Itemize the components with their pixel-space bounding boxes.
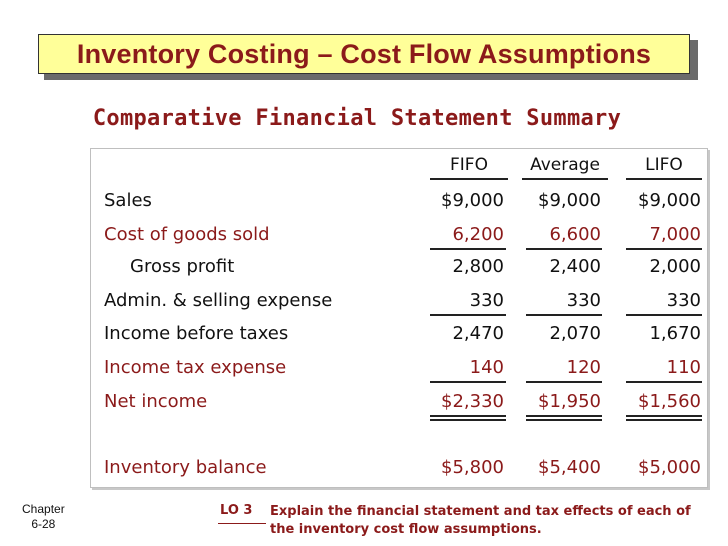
row-label-income-before-taxes: Income before taxes — [104, 323, 289, 344]
cell-admin-average: 330 — [566, 290, 601, 311]
cell-ibt-average: 2,070 — [549, 323, 601, 344]
double-underline-net-fifo-2 — [430, 419, 506, 421]
chapter-number: 6-28 — [31, 517, 56, 531]
column-header-average: Average — [530, 155, 600, 175]
double-underline-net-fifo-1 — [430, 415, 506, 417]
page-title: Inventory Costing – Cost Flow Assumptions — [76, 38, 652, 69]
chapter-word: Chapter — [22, 502, 65, 516]
header-underline-lifo — [626, 178, 702, 180]
row-label-admin-selling: Admin. & selling expense — [104, 290, 333, 311]
cell-tax-average: 120 — [566, 357, 601, 378]
cell-sales-average: $9,000 — [538, 190, 601, 211]
cell-inventory-lifo: $5,000 — [638, 457, 701, 478]
column-header-lifo: LIFO — [645, 155, 683, 175]
table-subtitle — [0, 106, 728, 131]
title-banner — [38, 34, 690, 74]
chapter-label — [22, 502, 65, 532]
row-label-cogs: Cost of goods sold — [104, 224, 270, 245]
subtitle-text: Comparative Financial Statement Summary — [92, 106, 622, 131]
cell-ibt-lifo: 1,670 — [649, 323, 701, 344]
header-underline-fifo — [430, 178, 508, 180]
row-label-sales: Sales — [104, 190, 152, 211]
statement-panel — [90, 148, 708, 488]
cell-cogs-fifo: 6,200 — [452, 224, 504, 245]
cell-ibt-fifo: 2,470 — [452, 323, 504, 344]
underline-cogs-fifo — [430, 248, 506, 250]
cell-inventory-fifo: $5,800 — [441, 457, 504, 478]
cell-gross-profit-lifo: 2,000 — [649, 256, 701, 277]
cell-admin-fifo: 330 — [469, 290, 504, 311]
underline-cogs-average — [526, 248, 602, 250]
underline-admin-lifo — [626, 314, 702, 316]
underline-admin-average — [526, 314, 602, 316]
cell-net-income-fifo: $2,330 — [441, 391, 504, 412]
double-underline-net-lifo-2 — [626, 419, 702, 421]
column-header-fifo: FIFO — [450, 155, 488, 175]
underline-tax-average — [526, 381, 602, 383]
cell-cogs-average: 6,600 — [549, 224, 601, 245]
row-label-inventory-balance: Inventory balance — [104, 457, 267, 478]
header-underline-average — [522, 178, 608, 180]
row-label-net-income: Net income — [104, 391, 208, 412]
cell-tax-fifo: 140 — [469, 357, 504, 378]
cell-sales-lifo: $9,000 — [638, 190, 701, 211]
cell-gross-profit-fifo: 2,800 — [452, 256, 504, 277]
cell-net-income-average: $1,950 — [538, 391, 601, 412]
cell-cogs-lifo: 7,000 — [649, 224, 701, 245]
underline-cogs-lifo — [626, 248, 702, 250]
cell-admin-lifo: 330 — [666, 290, 701, 311]
underline-tax-lifo — [626, 381, 702, 383]
cell-gross-profit-average: 2,400 — [549, 256, 601, 277]
learning-objective-tag: LO 3 — [220, 503, 253, 518]
learning-objective-text: Explain the financial statement and tax effects of each of the inventory cost flow assumptions. — [270, 504, 691, 537]
cell-inventory-average: $5,400 — [538, 457, 601, 478]
underline-tax-fifo — [430, 381, 506, 383]
double-underline-net-average-2 — [526, 419, 602, 421]
cell-net-income-lifo: $1,560 — [638, 391, 701, 412]
row-label-income-tax-expense: Income tax expense — [104, 357, 287, 378]
cell-sales-fifo: $9,000 — [441, 190, 504, 211]
double-underline-net-average-1 — [526, 415, 602, 417]
double-underline-net-lifo-1 — [626, 415, 702, 417]
cell-tax-lifo: 110 — [666, 357, 701, 378]
learning-objective-underline — [218, 523, 266, 524]
row-label-gross-profit: Gross profit — [130, 256, 235, 277]
underline-admin-fifo — [430, 314, 506, 316]
